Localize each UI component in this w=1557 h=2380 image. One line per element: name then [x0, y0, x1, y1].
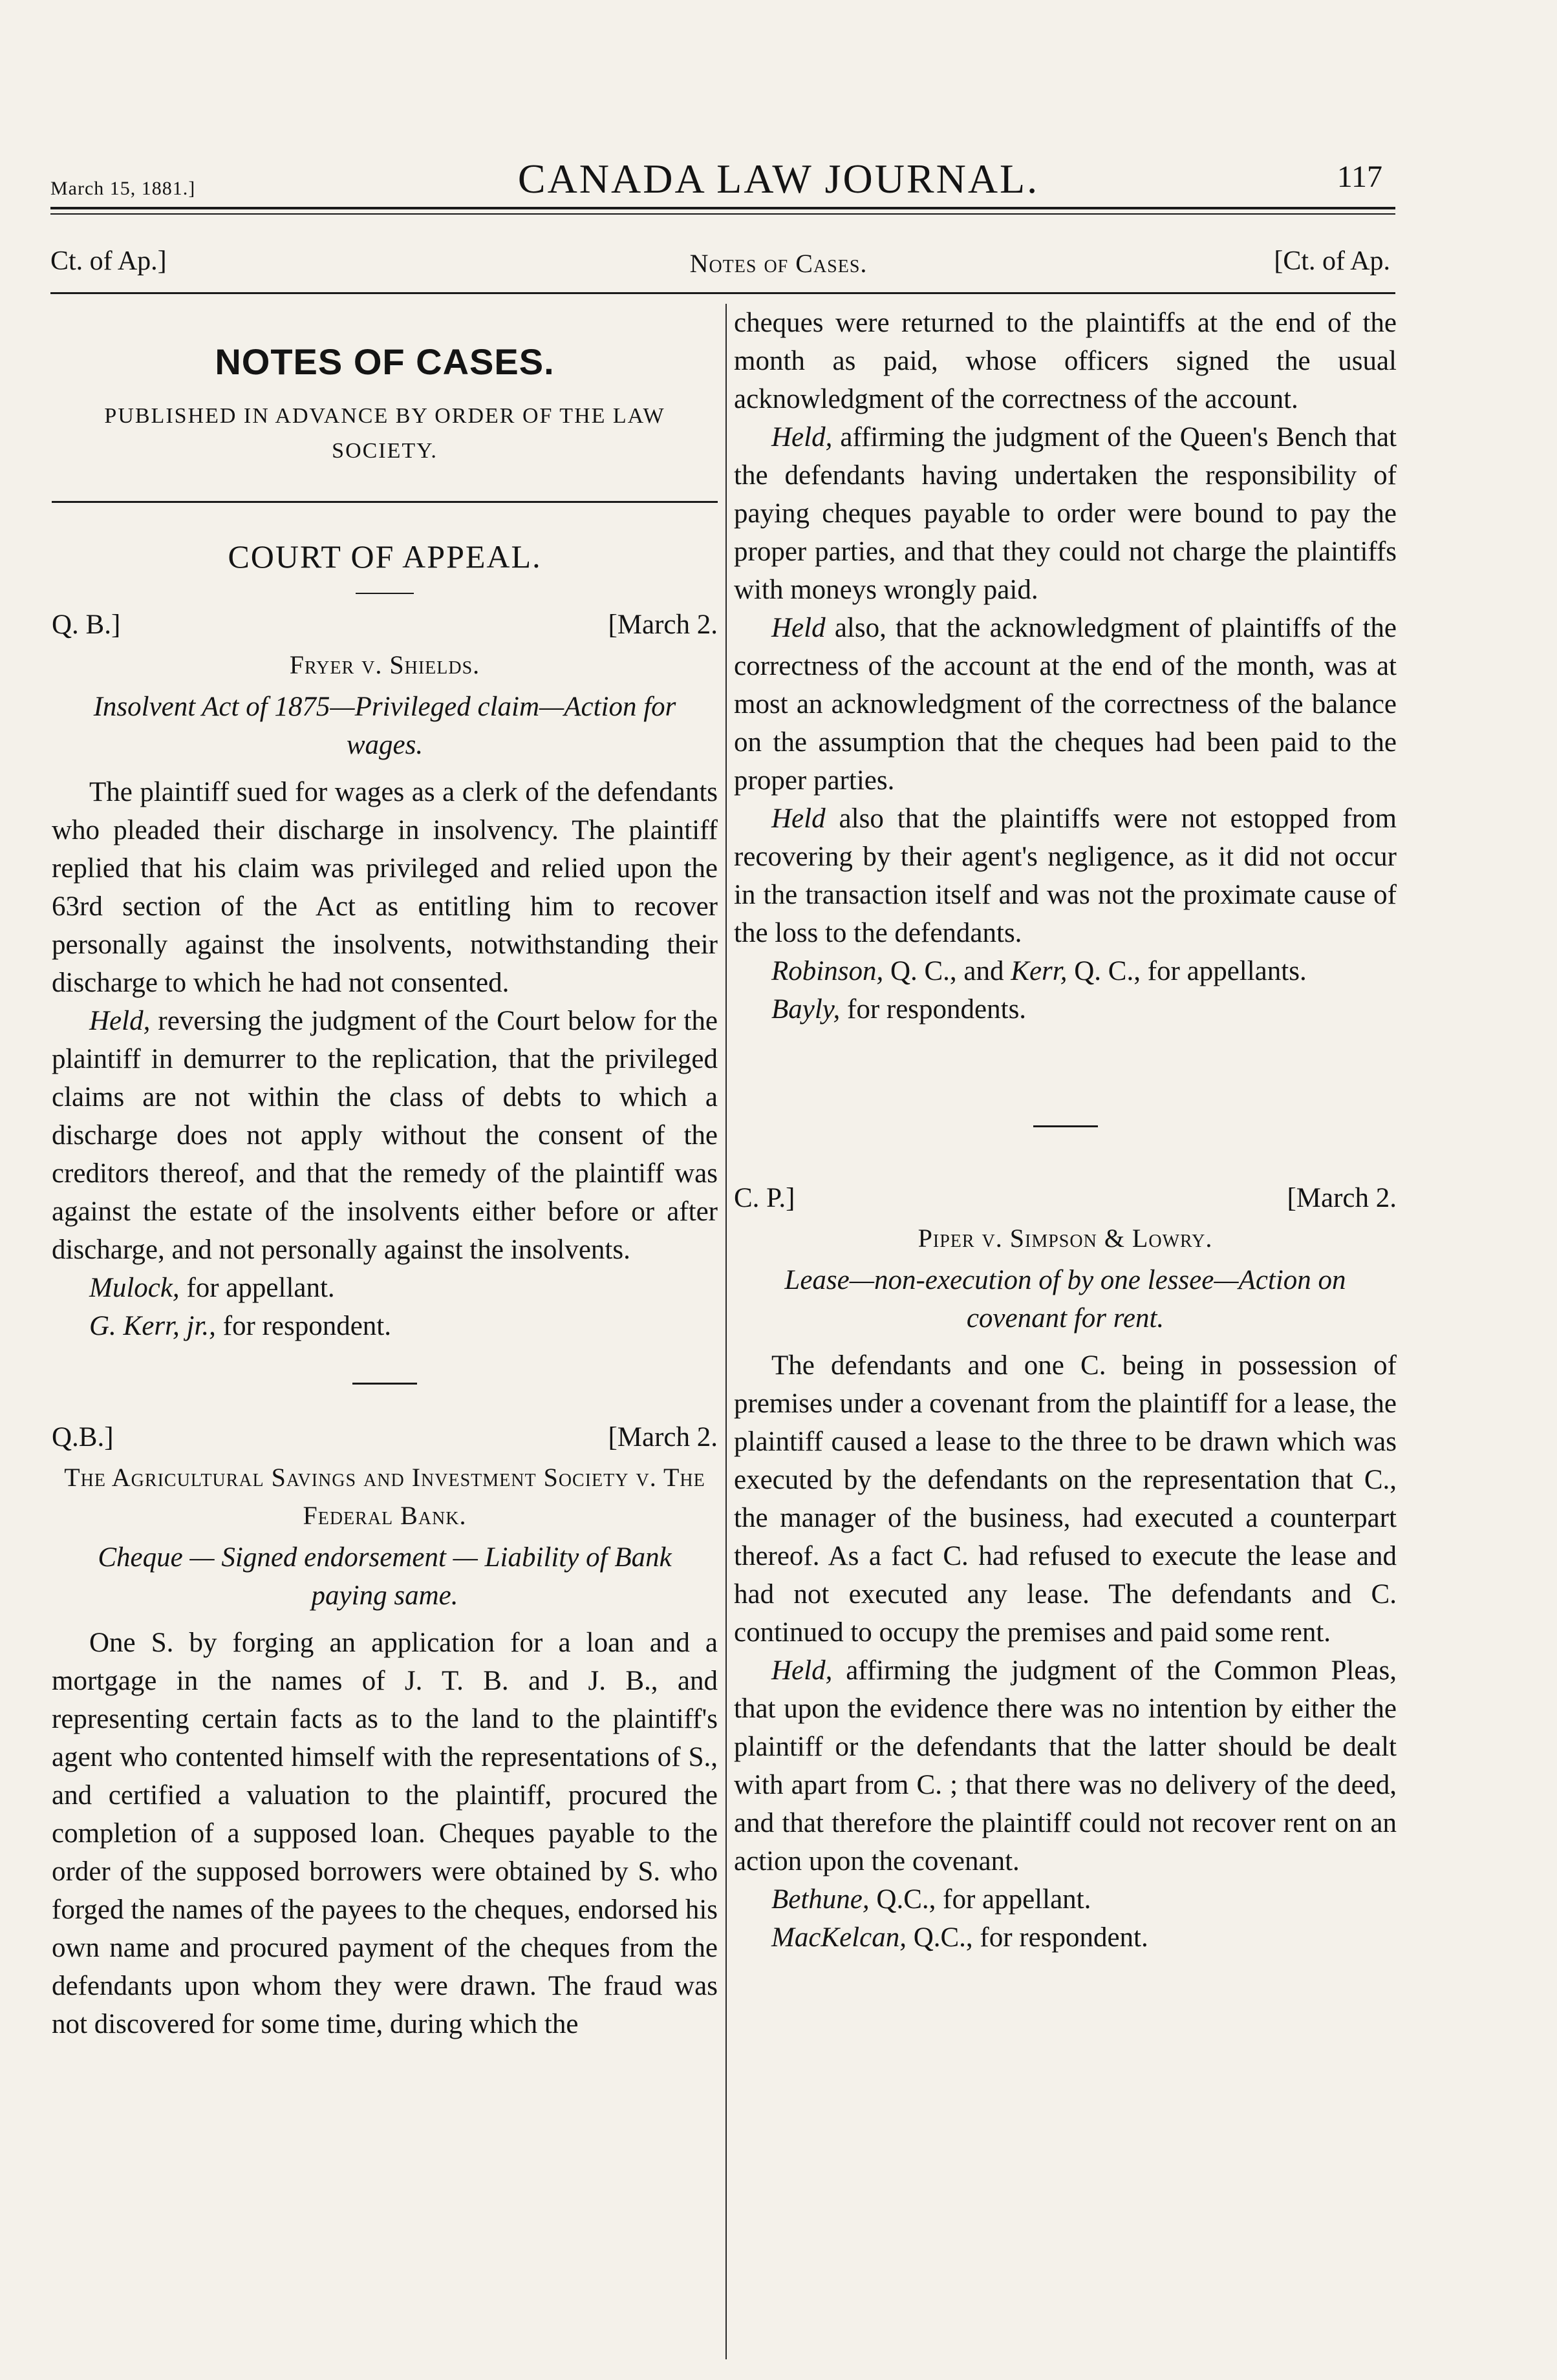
held-label: Held, [771, 1655, 833, 1686]
case-date: [March 2. [1287, 1183, 1397, 1213]
counsel-appellant [52, 1269, 718, 1307]
published-note: PUBLISHED IN ADVANCE BY ORDER OF THE LAW SOCIETY. [104, 404, 665, 463]
paragraph-facts-piper: The defendants and one C. being in possession of premises under a covenant from the plaintiff for a lease, the plaintiff caused a lease to the three to be drawn which was executed by the defendants on the representation that C., the manager of the business, had executed a counterpart thereof. As a fact C. had refused to execute the lease and had not executed any lease. The defendants and C. continued to occupy the premises and paid some rent. [734, 1350, 1397, 1648]
held-label: Held [771, 803, 826, 834]
held-label: Held, [89, 1006, 151, 1036]
case-header-fryer [52, 606, 718, 646]
counsel-role: for respondent. [215, 1311, 391, 1341]
head-rule-second [50, 213, 1395, 215]
counsel-name: Mulock, [89, 1273, 180, 1303]
court-heading: COURT OF APPEAL. [228, 538, 542, 575]
notes-heading: NOTES OF CASES. [215, 341, 555, 382]
held-text: affirming the judgment of the Common Pleas, that upon the evidence there was no intention by either the plaintiff or the defendants that the latter should be dealt with apart from C. ; that there was no delivery of the deed, and that therefore the plaintiff could not recover rent on an action upon the covenant. [734, 1655, 1397, 1876]
counsel-name: MacKelcan, [771, 1922, 907, 1953]
paragraph-facts-continued: cheques were returned to the plaintiffs at the end of the month as paid, whose officers signed the usual acknowledgment of the correctness of the account. [734, 308, 1397, 414]
case-title-agricultural: The Agricultural Savings and Investment Society v. The Federal Bank. [64, 1463, 705, 1530]
counsel-respondents [734, 990, 1397, 1028]
heading-divider [52, 501, 718, 503]
held-text: affirming the judgment of the Queen's Bench that the defendants having undertaken the responsibility of paying cheques payable to order were bound to pay the proper parties, and that they could not charge the plaintiffs with moneys wrongly paid. [734, 422, 1397, 605]
counsel-appellants [734, 952, 1397, 990]
counsel-role: Q.C., for appellant. [869, 1884, 1091, 1915]
counsel-name: G. Kerr, jr., [89, 1311, 216, 1341]
counsel-appellant [734, 1880, 1397, 1918]
section-right: [Ct. of Ap. [1274, 246, 1390, 276]
case-date: [March 2. [608, 610, 718, 640]
counsel-role: Q. C., for appellants. [1067, 956, 1307, 986]
head-rule-top [50, 207, 1395, 209]
counsel-role: for respondents. [840, 994, 1027, 1025]
counsel-name: Bayly, [771, 994, 841, 1025]
paragraph-held-3 [734, 800, 1397, 952]
held-text: also that the plaintiffs were not estopped from recovering by their agent's negligence, as it did not occur in the transaction itself and was not the proximate cause of the loss to the defendants. [734, 803, 1397, 948]
page-number: 117 [1337, 160, 1382, 194]
column-divider [725, 304, 727, 2359]
case-header-piper [734, 1179, 1397, 1219]
journal-title: CANADA LAW JOURNAL. [517, 156, 1040, 202]
case-date: [March 2. [608, 1422, 718, 1452]
case-header-agricultural [52, 1418, 718, 1458]
counsel-name: Bethune, [771, 1884, 870, 1915]
case-court: Q. B.] [52, 610, 121, 640]
paragraph-facts-fryer: The plaintiff sued for wages as a clerk of the defendants who pleaded their discharge in insolvency. The plaintiff replied that his claim was privileged and relied upon the 63rd section of the Act as entitling him to recover personally against the insolvents, notwithstanding their discharge to which he had not consented. [52, 777, 718, 998]
headnote-fryer: Insolvent Act of 1875—Privileged claim—Action for wages. [93, 692, 676, 760]
case-separator [352, 1383, 417, 1385]
counsel-name: Robinson, [771, 956, 884, 986]
headnote-agricultural: Cheque — Signed endorsement — Liability of Bank paying same. [98, 1542, 672, 1611]
paragraph-held-1 [734, 418, 1397, 609]
held-text: reversing the judgment of the Court below for the plaintiff in demurrer to the replication, that the privileged claims are not within the class of debts to which a discharge does not apply without the consent of the creditors thereof, and that the remedy of the plaintiff was against the estate of the insolvents either before or after discharge, and not personally against the insolvents. [52, 1006, 718, 1265]
case-title-fryer: Fryer v. Shields. [289, 650, 480, 679]
counsel-role: Q. C., and [883, 956, 1011, 986]
section-title: Notes of Cases. [689, 249, 868, 278]
section-left: Ct. of Ap.] [50, 246, 167, 276]
issue-date: March 15, 1881.] [50, 178, 196, 199]
held-label: Held, [771, 422, 833, 452]
held-label: Held [771, 613, 826, 643]
case-court: Q.B.] [52, 1422, 114, 1452]
held-text: also, that the acknowledgment of plaintiffs of the correctness of the account at the end of the month, was at most an acknowledgment of the correctness of the balance on the assumption that the cheques had been paid to the proper parties. [734, 613, 1397, 796]
case-separator [1033, 1125, 1098, 1127]
counsel-name: Kerr, [1011, 956, 1068, 986]
paragraph-held-fryer [52, 1002, 718, 1269]
counsel-role: for appellant. [179, 1273, 335, 1303]
counsel-respondent [52, 1307, 718, 1345]
paragraph-held-piper [734, 1652, 1397, 1880]
paragraph-facts-agricultural: One S. by forging an application for a loan and a mortgage in the names of J. T. B. and J. B., and representing certain facts as to the land to the plaintiff's agent who contented himself with the representations of S., and certified a valuation to the plaintiff, procured the completion of a supposed loan. Cheques payable to the order of the supposed borrowers were obtained by S. who forged the names of the payees to the cheques, endorsed his own name and procured payment of the cheques from the defendants upon whom they were drawn. The fraud was not discovered for some time, during which the [52, 1628, 718, 2039]
section-rule [50, 292, 1395, 294]
section-header [0, 239, 1557, 284]
counsel-role: Q.C., for respondent. [906, 1922, 1148, 1953]
case-title-piper: Piper v. Simpson & Lowry. [918, 1224, 1213, 1253]
paragraph-held-2 [734, 609, 1397, 800]
counsel-respondent [734, 1918, 1397, 1957]
court-short-rule [356, 593, 414, 594]
headnote-piper: Lease—non-execution of by one lessee—Action on covenant for rent. [784, 1265, 1346, 1333]
running-head [0, 149, 1557, 207]
case-court: C. P.] [734, 1183, 795, 1213]
right-column [734, 304, 1397, 1957]
left-column [52, 304, 718, 2043]
